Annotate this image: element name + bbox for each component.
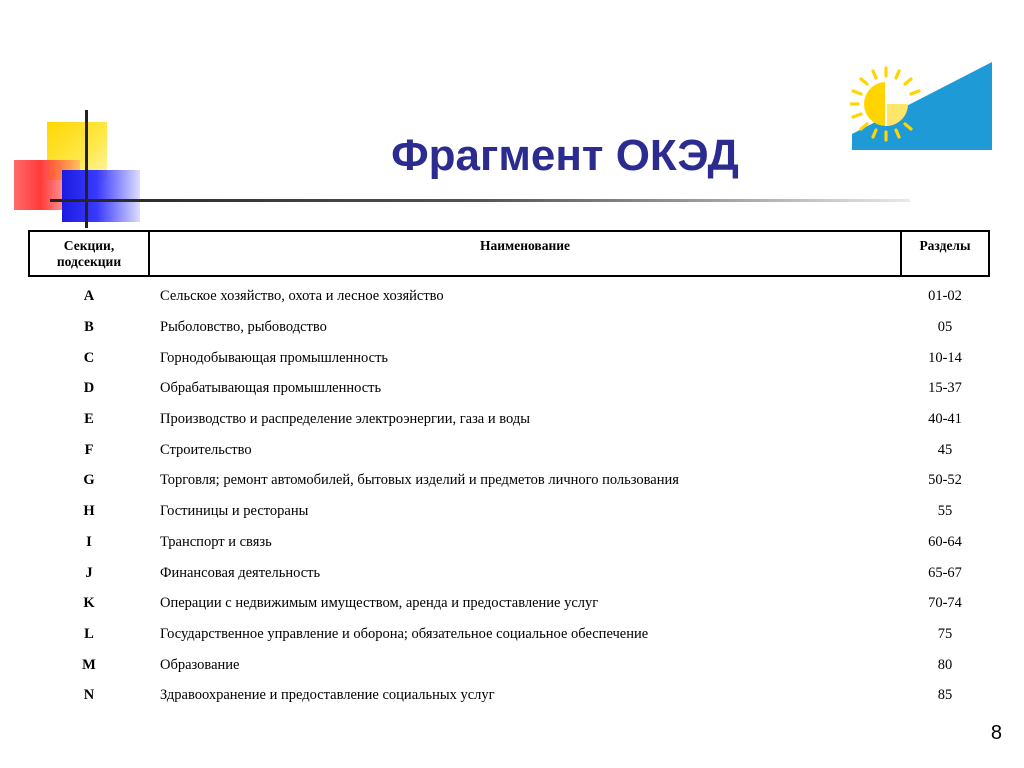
section-divisions: 50-52 <box>928 472 962 489</box>
section-divisions: 85 <box>937 687 953 704</box>
section-divisions: 01-02 <box>928 288 962 305</box>
table-row <box>29 465 989 496</box>
section-name: Государственное управление и оборона; обязательное социальное обеспечение <box>160 625 649 642</box>
section-divisions: 05 <box>937 319 953 336</box>
section-divisions: 80 <box>937 656 953 673</box>
table-row <box>29 680 989 711</box>
corner-decoration-vertical-line <box>85 110 88 228</box>
section-code: E <box>84 411 94 428</box>
section-divisions: 70-74 <box>928 595 962 612</box>
section-code: D <box>83 380 95 397</box>
section-code: I <box>86 533 92 550</box>
section-name: Образование <box>160 656 240 673</box>
section-code: B <box>84 319 94 336</box>
section-code: A <box>83 288 95 305</box>
section-code: N <box>83 687 95 704</box>
title-underline <box>50 199 910 202</box>
section-name: Гостиницы и рестораны <box>160 503 309 520</box>
table-row <box>29 276 989 312</box>
okved-table <box>28 230 988 711</box>
section-code: M <box>82 656 96 673</box>
header-name: Наименование <box>149 231 901 276</box>
section-divisions: 75 <box>937 625 953 642</box>
table-row <box>29 527 989 558</box>
section-name: Рыболовство, рыбоводство <box>160 319 327 336</box>
section-name: Обрабатывающая промышленность <box>160 380 382 397</box>
section-code: G <box>83 472 95 489</box>
section-code: F <box>84 441 94 458</box>
section-name: Транспорт и связь <box>160 533 272 550</box>
section-code: K <box>83 595 95 612</box>
section-name: Производство и распределение электроэнергии, газа и воды <box>160 411 530 428</box>
table-header-row <box>29 231 989 276</box>
table-row <box>29 312 989 343</box>
section-code: L <box>84 625 94 642</box>
section-name: Строительство <box>160 441 252 458</box>
table-row <box>29 373 989 404</box>
section-code: H <box>83 503 95 520</box>
page-number: 8 <box>990 722 1002 744</box>
section-name: Сельское хозяйство, охота и лесное хозяйство <box>160 288 444 305</box>
section-name: Торговля; ремонт автомобилей, бытовых изделий и предметов личного пользования <box>160 472 679 489</box>
table-row <box>29 557 989 588</box>
header-sections-subsections: Секции, подсекции <box>29 231 149 276</box>
section-divisions: 15-37 <box>928 380 962 397</box>
section-divisions: 40-41 <box>928 411 962 428</box>
table-row <box>29 588 989 619</box>
section-name: Здравоохранение и предоставление социальных услуг <box>160 687 495 704</box>
section-name: Горнодобывающая промышленность <box>160 349 389 366</box>
section-divisions: 55 <box>937 503 953 520</box>
slide-title: Фрагмент ОКЭД <box>391 131 739 180</box>
section-divisions: 45 <box>937 441 953 458</box>
table-row <box>29 404 989 435</box>
header-divisions: Разделы <box>901 231 989 276</box>
section-code: J <box>85 564 93 581</box>
table-row <box>29 342 989 373</box>
section-name: Операции с недвижимым имуществом, аренда и предоставление услуг <box>160 595 599 612</box>
table-row <box>29 649 989 680</box>
statistics-agency-logo-icon <box>850 62 992 152</box>
table-row <box>29 619 989 650</box>
section-divisions: 10-14 <box>928 349 962 366</box>
table-row <box>29 434 989 465</box>
section-name: Финансовая деятельность <box>160 564 321 581</box>
section-divisions: 60-64 <box>928 533 962 550</box>
section-divisions: 65-67 <box>928 564 962 581</box>
corner-decoration-blue-square <box>62 170 140 222</box>
table-row <box>29 496 989 527</box>
section-code: C <box>83 349 95 366</box>
